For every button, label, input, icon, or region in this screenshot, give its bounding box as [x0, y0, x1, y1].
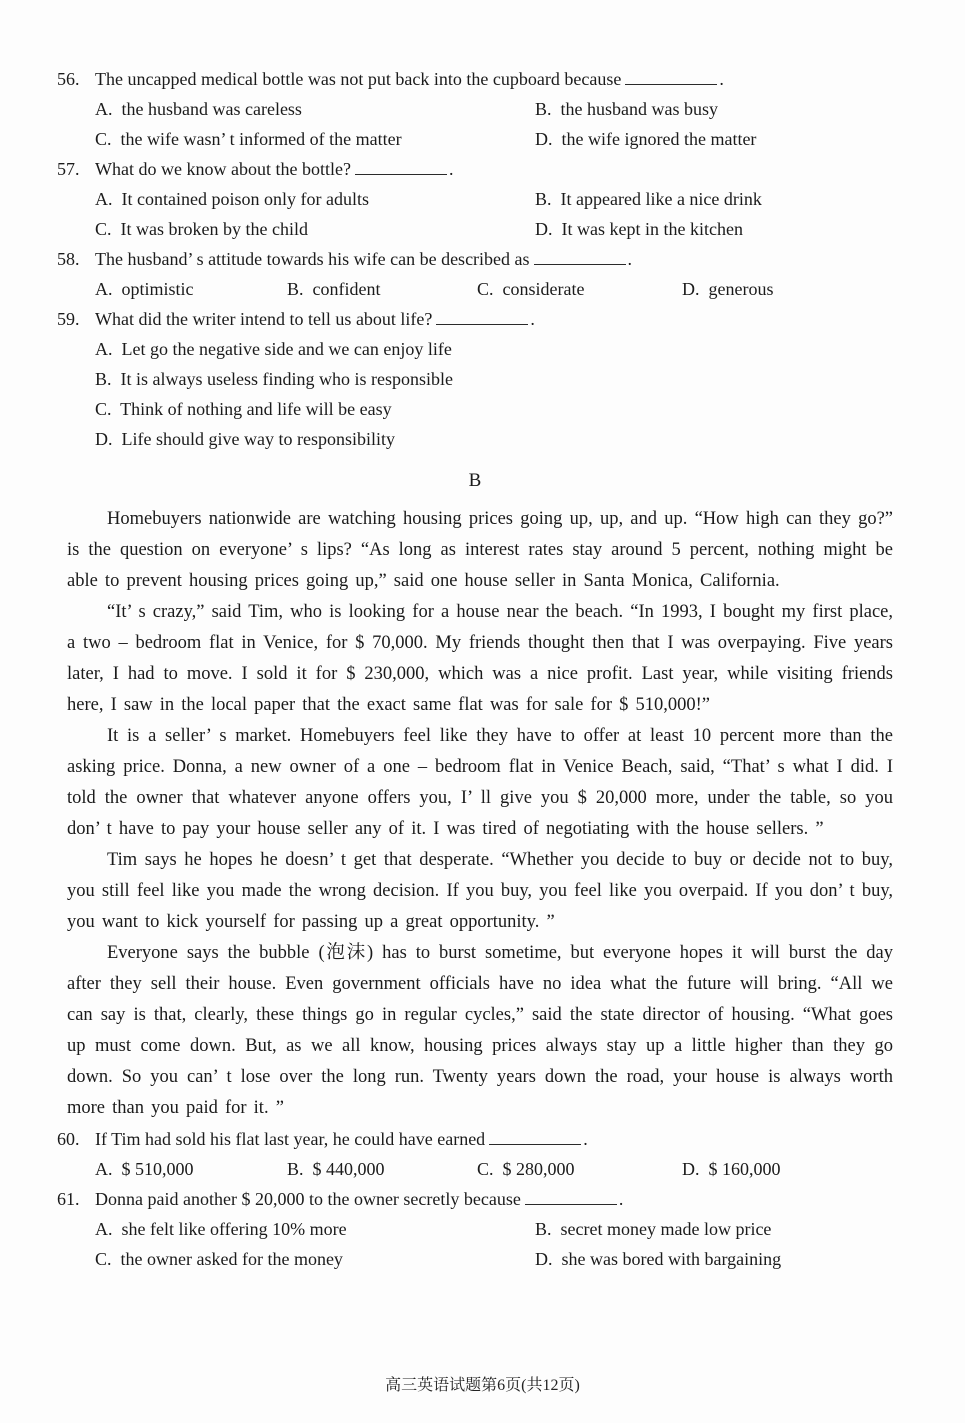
question-number: 58.: [57, 249, 80, 269]
option-59-c: C. Think of nothing and life will be easy: [95, 399, 392, 419]
stem-period: .: [719, 69, 724, 89]
passage-paragraph-3: It is a seller’ s market. Homebuyers feel like they have to offer at least 10 percent more than the asking price. Donna, a new owner of a one – bedroom flat in Venice Beach, said, “That’ s what I did. I told the owner that whatever anyone offers you, I’ ll give you $ 20,000 more, under the table, so you don’ t have to pay your house seller any of it. I was tired of negotiating with the house sellers. ”: [67, 726, 893, 839]
option-57-a: A. It contained poison only for adults: [95, 189, 369, 209]
question-61: [57, 1184, 893, 1274]
option-58-c: C. considerate: [477, 279, 585, 299]
passage-paragraph-2: “It’ s crazy,” said Tim, who is looking for a house near the beach. “In 1993, I bought my first place, a two – bedroom flat in Venice, for $ 70,000. My friends thought then that I was overpaying. Five years later, I had to move. I sold it for $ 230,000, which was a nice profit. Last year, while visiting friends here, I saw in the local paper that the exact same flat was for sale for $ 510,000!”: [67, 602, 893, 715]
stem-period: .: [583, 1129, 588, 1149]
question-number: 61.: [57, 1189, 80, 1209]
question-number: 56.: [57, 69, 80, 89]
question-56: [57, 64, 893, 154]
question-58: [57, 244, 893, 304]
question-56-stem: [57, 64, 893, 94]
question-stem-text: What did the writer intend to tell us about life?: [95, 309, 433, 329]
passage-paragraph-5: Everyone says the bubble (泡沫) has to burst sometime, but everyone hopes it will burst the day after they sell their house. Even government officials have no idea what the future will bring. “All we can say is that, clearly, these things go in regular cycles,” said the state director of housing. “What goes up must come down. But, as we all know, housing prices always stay up a little higher than they go down. So you can’ t lose over the long run. Twenty years down the road, your house is always worth more than you paid for it. ”: [67, 943, 893, 1118]
option-60-a: A. $ 510,000: [95, 1159, 194, 1179]
stem-period: .: [448, 159, 454, 179]
question-number: 59.: [57, 309, 80, 329]
question-number: 60.: [57, 1129, 80, 1149]
question-61-stem: [57, 1184, 893, 1214]
question-58-options: [57, 274, 893, 304]
question-60: [57, 1124, 893, 1184]
question-stem-text: The uncapped medical bottle was not put back into the cupboard because: [95, 69, 622, 89]
option-56-b: B. the husband was busy: [535, 99, 718, 119]
question-59: [57, 304, 893, 454]
option-56-d: D. the wife ignored the matter: [535, 129, 757, 149]
passage-paragraph-4: Tim says he hopes he doesn’ t get that desperate. “Whether you decide to buy or decide not to buy, you still feel like you made the wrong decision. If you buy, you feel like you overpaid. If you don’ t buy, you want to kick yourself for passing up a great opportunity. ”: [67, 850, 893, 932]
question-stem-text: The husband’ s attitude towards his wife can be described as: [95, 249, 530, 269]
question-stem-text: What do we know about the bottle?: [95, 159, 351, 179]
question-60-options: [57, 1154, 893, 1184]
question-57-options: [57, 184, 893, 244]
option-61-c: C. the owner asked for the money: [95, 1249, 343, 1269]
stem-period: .: [627, 249, 633, 269]
option-60-d: D. $ 160,000: [682, 1159, 781, 1179]
answer-blank: [525, 1186, 617, 1205]
question-57: [57, 154, 893, 244]
page-footer: 高三英语试题第6页(共12页): [385, 1377, 580, 1394]
option-61-b: B. secret money made low price: [535, 1219, 772, 1239]
option-58-b: B. confident: [287, 279, 381, 299]
reading-passage: [57, 504, 893, 1124]
question-59-stem: [57, 304, 893, 334]
option-58-a: A. optimistic: [95, 279, 194, 299]
option-60-c: C. $ 280,000: [477, 1159, 575, 1179]
stem-period: .: [530, 309, 535, 329]
option-59-d: D. Life should give way to responsibility: [95, 429, 395, 449]
option-57-b: B. It appeared like a nice drink: [535, 189, 762, 209]
stem-period: .: [618, 1189, 624, 1209]
question-56-options: [57, 94, 893, 154]
option-59-a: A. Let go the negative side and we can enjoy life: [95, 339, 452, 359]
answer-blank: [534, 246, 626, 265]
option-57-c: C. It was broken by the child: [95, 219, 308, 239]
passage-paragraph-1: Homebuyers nationwide are watching housing prices going up, up, and up. “How high can they go?” is the question on everyone’ s lips? “As long as interest rates stay around 5 percent, nothing might be able to prevent housing prices going up,” said one house seller in Santa Monica, California.: [67, 509, 893, 591]
option-56-c: C. the wife wasn’ t informed of the matter: [95, 129, 402, 149]
question-number: 57.: [57, 159, 80, 179]
option-57-d: D. It was kept in the kitchen: [535, 219, 743, 239]
answer-blank: [436, 306, 528, 325]
question-61-options: [57, 1214, 893, 1274]
section-label: B: [468, 470, 482, 491]
option-59-b: B. It is always useless finding who is responsible: [95, 369, 453, 389]
option-61-a: A. she felt like offering 10% more: [95, 1219, 347, 1239]
question-60-stem: [57, 1124, 893, 1154]
question-58-stem: [57, 244, 893, 274]
question-57-stem: [57, 154, 893, 184]
answer-blank: [489, 1126, 581, 1145]
option-58-d: D. generous: [682, 279, 774, 299]
answer-blank: [355, 156, 447, 175]
question-stem-text: Donna paid another $ 20,000 to the owner secretly because: [95, 1189, 521, 1209]
question-59-options: [57, 334, 893, 454]
option-61-d: D. she was bored with bargaining: [535, 1249, 782, 1269]
option-60-b: B. $ 440,000: [287, 1159, 385, 1179]
question-stem-text: If Tim had sold his flat last year, he could have earned: [95, 1129, 486, 1149]
option-56-a: A. the husband was careless: [95, 99, 302, 119]
answer-blank: [625, 66, 717, 85]
